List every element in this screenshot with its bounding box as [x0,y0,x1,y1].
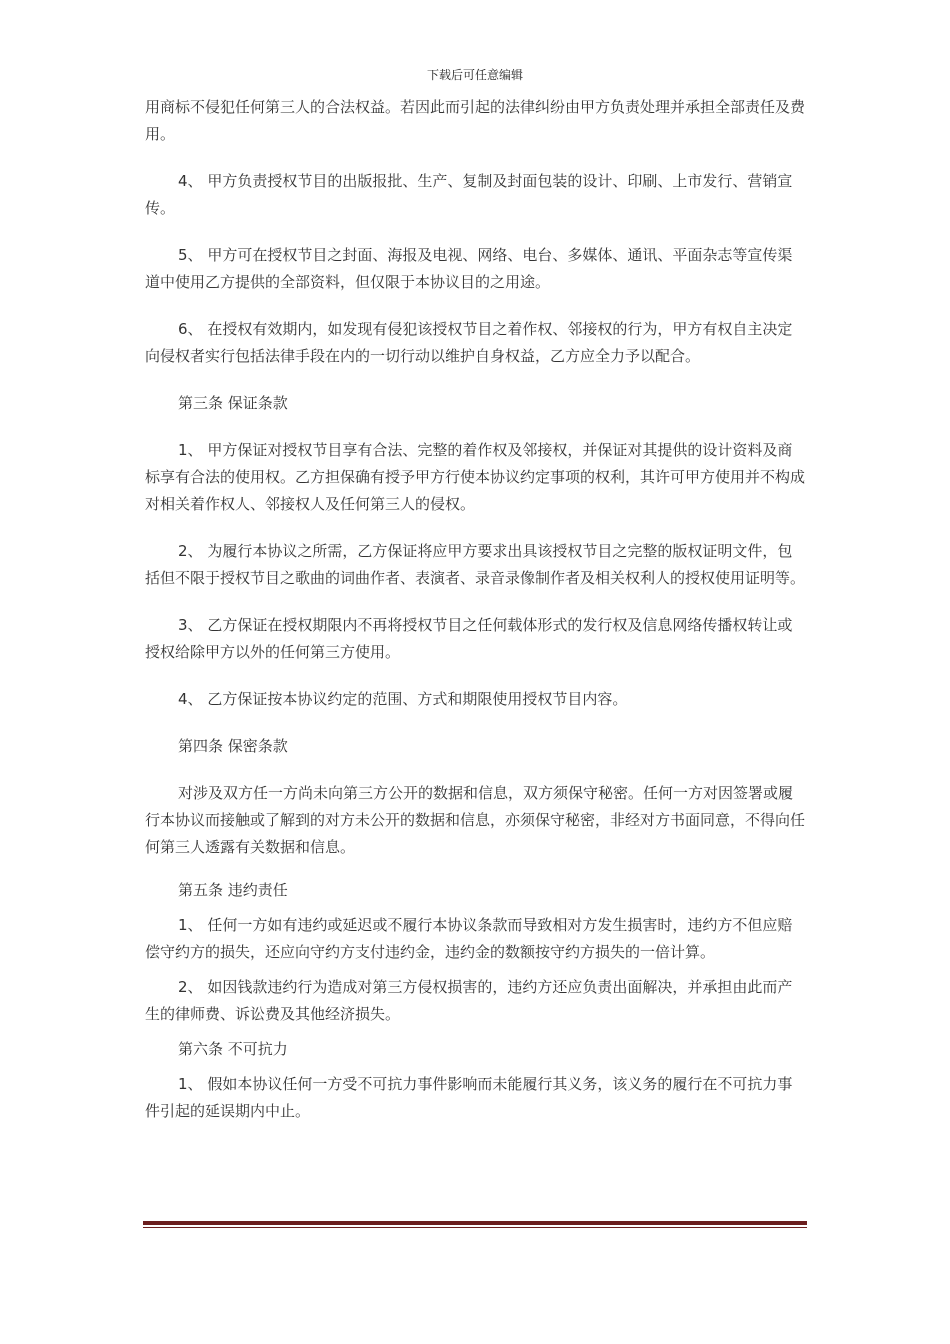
paragraph-continuation [145,94,807,148]
paragraph-text: 甲方保证对授权节目享有合法、完整的着作权及邻接权，并保证对其提供的设计资料及商标享有合法的使用权。乙方担保确有授予甲方行使本协议约定事项的权利，其许可甲方使用并不构成对相关着作权人、邻接权人及任何第三人的侵权。 [145,441,806,513]
paragraph-text: 乙方保证按本协议约定的范围、方式和期限使用授权节目内容。 [207,690,628,708]
paragraph-text: 假如本协议任何一方受不可抗力事件影响而未能履行其义务，该义务的履行在不可抗力事件引起的延误期内中止。 [145,1075,793,1120]
paragraph-text: 任何一方如有违约或延迟或不履行本协议条款而导致相对方发生损害时，违约方不但应赔偿守约方的损失，还应向守约方支付违约金，违约金的数额按守约方损失的一倍计算。 [145,916,793,961]
document-body [145,94,807,1125]
clause-number: 4、 [178,690,203,708]
paragraph-text: 乙方保证在授权期限内不再将授权节目之任何载体形式的发行权及信息网络传播权转让或授权给除甲方以外的任何第三方使用。 [145,616,793,661]
clause-number: 3、 [178,616,203,634]
clause-number: 2、 [178,978,203,996]
section-heading-text: 第五条 违约责任 [178,881,288,899]
paragraph-confidentiality [145,780,807,861]
paragraph-text: 在授权有效期内，如发现有侵犯该授权节目之着作权、邻接权的行为，甲方有权自主决定向侵权者实行包括法律手段在内的一切行动以维护自身权益，乙方应全力予以配合。 [145,320,793,365]
paragraph-clause-6 [145,316,807,370]
section-heading-article-3 [145,390,807,417]
section-heading-text: 第三条 保证条款 [178,394,288,412]
paragraph-clause-5 [145,242,807,296]
clause-number: 1、 [178,1075,203,1093]
paragraph-clause-4b [145,686,807,713]
paragraph-clause-2 [145,538,807,592]
paragraph-liability-1 [145,912,807,966]
footer-rule-thin [143,1227,807,1228]
paragraph-text: 如因钱款违约行为造成对第三方侵权损害的，违约方还应负责出面解决，并承担由此而产生的律师费、诉讼费及其他经济损失。 [145,978,793,1023]
paragraph-force-majeure-1 [145,1071,807,1125]
section-heading-article-6 [145,1036,807,1063]
clause-number: 5、 [178,246,203,264]
paragraph-text: 用商标不侵犯任何第三人的合法权益。若因此而引起的法律纠纷由甲方负责处理并承担全部责任及费用。 [145,98,806,143]
section-heading-article-5 [145,877,807,904]
page-header: 下载后可任意编辑 [426,68,523,82]
footer-rule-thick [143,1221,807,1225]
clause-number: 4、 [178,172,203,190]
paragraph-text: 对涉及双方任一方尚未向第三方公开的数据和信息，双方须保守秘密。任何一方对因签署或履行本协议而接触或了解到的对方未公开的数据和信息，亦须保守秘密，非经对方书面同意，不得向任何第三人透露有关数据和信息。 [145,784,806,856]
section-heading-article-4 [145,733,807,760]
clause-number: 2、 [178,542,203,560]
paragraph-clause-1 [145,437,807,518]
section-heading-text: 第六条 不可抗力 [178,1040,288,1058]
clause-number: 1、 [178,916,203,934]
paragraph-text: 为履行本协议之所需，乙方保证将应甲方要求出具该授权节目之完整的版权证明文件，包括但不限于授权节目之歌曲的词曲作者、表演者、录音录像制作者及相关权利人的授权使用证明等。 [145,542,806,587]
clause-number: 1、 [178,441,203,459]
paragraph-clause-4 [145,168,807,222]
paragraph-text: 甲方负责授权节目的出版报批、生产、复制及封面包装的设计、印刷、上市发行、营销宣传。 [145,172,793,217]
clause-number: 6、 [178,320,203,338]
paragraph-text: 甲方可在授权节目之封面、海报及电视、网络、电台、多媒体、通讯、平面杂志等宣传渠道中使用乙方提供的全部资料，但仅限于本协议目的之用途。 [145,246,793,291]
paragraph-clause-3 [145,612,807,666]
section-heading-text: 第四条 保密条款 [178,737,288,755]
paragraph-liability-2 [145,974,807,1028]
